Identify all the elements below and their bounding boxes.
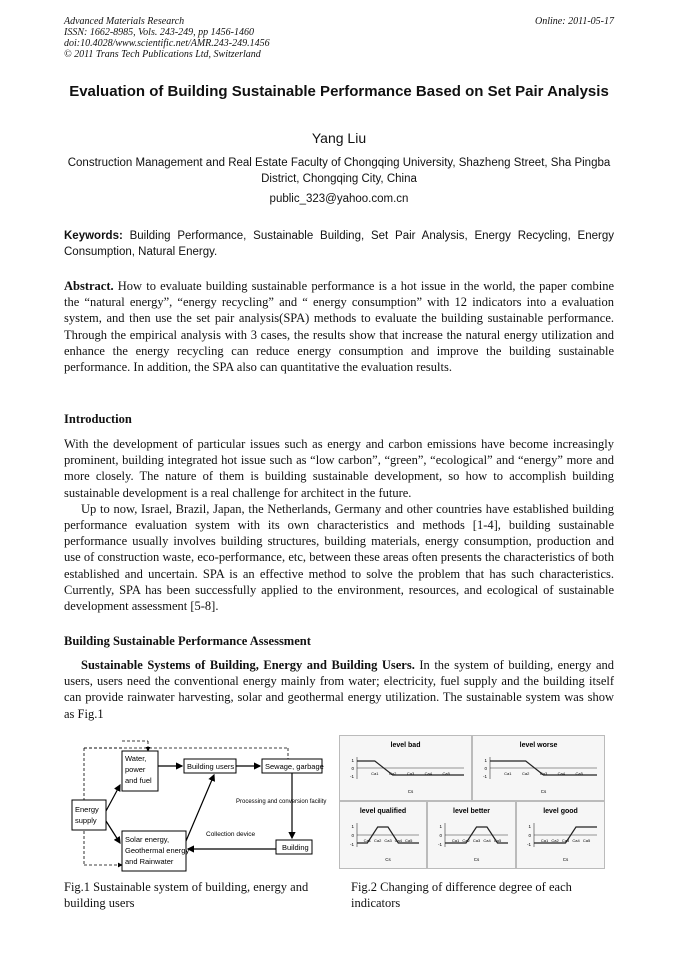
fig2-x-tick: Ca2 — [521, 771, 530, 776]
subheading: Sustainable Systems of Building, Energy and Building Users. — [81, 658, 415, 672]
fig2-x-label: Cs — [385, 857, 391, 862]
box-solar-line: Geothermal energy — [125, 846, 190, 855]
box-water-line: Water, — [125, 754, 147, 763]
author: Yang Liu — [311, 130, 367, 146]
fig2-x-label: Cs — [407, 789, 414, 794]
fig1-diagram — [64, 733, 334, 875]
fig2-x-tick: Ca3 — [406, 771, 415, 776]
fig2-x-tick: Ca2 — [551, 838, 559, 843]
fig2-y-tick: 0 — [351, 833, 354, 838]
fig2-panel-title: level qualified — [359, 808, 407, 815]
fig2-x-tick: Ca3 — [539, 771, 548, 776]
fig2-x-tick: Ca2 — [373, 838, 382, 843]
box-solar-line: and Rainwater — [125, 857, 174, 866]
introduction-body — [64, 436, 614, 614]
keywords-text: Building Performance, Sustainable Building, Set Pair Analysis, Energy Recycling, Energy Consumption, Natural Energy. — [64, 230, 614, 258]
box-water-line: power — [125, 765, 146, 774]
fig2-panel-title: level better — [453, 808, 490, 815]
fig2-x-tick: Ca2 — [388, 771, 397, 776]
fig2-x-tick: Ca5 — [404, 838, 413, 843]
fig2-x-tick: Ca3 — [384, 838, 392, 843]
fig2-caption: Fig.2 Changing of difference degree of each indicators — [351, 880, 572, 910]
fig2-y-tick: 0 — [351, 766, 354, 771]
fig2-y-tick: 1 — [351, 758, 354, 763]
fig2-y-tick: 0 — [484, 766, 487, 771]
fig2-x-tick: Ca1 — [363, 838, 372, 843]
affiliation: Construction Management and Real Estate Faculty of Chongqing University, Shazheng Street, Sha Pingba District, Chongqing City, China — [67, 157, 611, 185]
abstract-text: How to evaluate building sustainable performance is a hot issue in the world, the paper combine the “natural energy”, “energy recycling” and “ energy consumption” with 12 indicators into a evaluation system, and then use the set pair analysis(SPA) methods to evaluate the building sustainable performance. Through the empirical analysis with 3 cases, the results show that increase the natural energy utilization and enhance the energy recycling can reduce energy consumption and improve the building sustainable performance. In addition, the SPA also can quantitative the evaluation results. — [64, 279, 614, 375]
fig2-x-tick: Ca3 — [472, 838, 481, 843]
keywords-label: Keywords: — [64, 230, 123, 242]
fig2-x-tick: Ca4 — [394, 838, 403, 843]
fig2-x-tick: Ca1 — [504, 771, 512, 776]
issn: ISSN: 1662-8985, Vols. 243-249, pp 1456-1460 — [64, 27, 254, 38]
fig2-y-tick: -1 — [526, 842, 531, 847]
fig2-y-tick: -1 — [349, 774, 354, 779]
box-energy-line: supply — [75, 816, 97, 825]
box-solar — [122, 831, 189, 871]
fig2-y-tick: -1 — [482, 774, 487, 779]
fig2-x-tick: Ca3 — [561, 838, 570, 843]
fig2-y-tick: 1 — [439, 824, 442, 829]
fig1-caption: Fig.1 Sustainable system of building, energy and building users — [64, 880, 309, 910]
box-water-line: and fuel — [125, 776, 152, 785]
fig2-x-tick: Ca4 — [483, 838, 491, 843]
intro-paragraph: Up to now, Israel, Brazil, Japan, the Netherlands, Germany and other countries have established building performance evaluation system with its own characteristics and methods [1-4], building sustainable performance usually involves building structures, building materials, energy consumption, production and use of construction waste, eco-performance, etc, between these areas often presents the characteristics of both established and uncertain. SPA is an effective method to solve the problem that has such characteristics. Currently, SPA has been successfully applied to the environment, resources, and ecological of sustainable development assessment [5-8]. — [64, 501, 614, 614]
email[interactable]: public_323@yahoo.com.cn — [269, 193, 409, 205]
fig2-x-label: Cs — [473, 857, 480, 862]
processing-label: Processing and conversion facility — [236, 799, 327, 805]
fig2-y-tick: -1 — [437, 842, 442, 847]
abstract — [64, 278, 614, 375]
box-solar-line: Solar energy, — [125, 835, 170, 844]
assessment-body — [64, 657, 614, 722]
abstract-label: Abstract. — [64, 279, 114, 293]
section-heading-introduction: Introduction — [64, 412, 132, 426]
box-energy — [72, 800, 106, 830]
fig2-x-tick: Ca5 — [575, 771, 583, 776]
collection-label: Collection device — [206, 831, 256, 838]
intro-paragraph: With the development of particular issues such as energy and carbon emissions have become increasingly prominent, building integrated hot issue such as “low carbon”, “green”, “ecological” and “energy” more and more closely. The nature of them is building sustainable development, so how to accomplish building sustainable development is a real challenge for architect in the future. — [64, 437, 614, 500]
fig2-chart — [339, 735, 605, 869]
fig2-x-label: Cs — [540, 789, 547, 794]
box-sewage — [262, 759, 324, 773]
fig2-x-label: Cs — [562, 857, 569, 862]
fig2-panel-title: level good — [543, 808, 578, 815]
fig2-panel-title: level bad — [390, 742, 421, 749]
fig2-x-tick: Ca4 — [572, 838, 580, 843]
copyright: © 2011 Trans Tech Publications Ltd, Switzerland — [64, 49, 261, 60]
box-users-label: Building users — [187, 762, 235, 771]
fig2-y-tick: 1 — [528, 824, 531, 829]
journal-name: Advanced Materials Research — [64, 16, 185, 27]
fig2-y-tick: -1 — [349, 842, 354, 847]
box-water — [122, 751, 158, 791]
fig2-x-tick: Ca5 — [582, 838, 591, 843]
paper-title: Evaluation of Building Sustainable Performance Based on Set Pair Analysis — [69, 83, 609, 100]
fig2-x-tick: Ca1 — [451, 838, 460, 843]
box-building — [276, 840, 312, 854]
doi: doi:10.4028/www.scientific.net/AMR.243-249.1456 — [64, 38, 270, 49]
fig2-y-tick: 0 — [439, 833, 442, 838]
box-energy-line: Energy — [75, 805, 99, 814]
online-date: Online: 2011-05-17 — [535, 16, 614, 27]
fig2-x-tick: Ca1 — [371, 771, 379, 776]
fig2-x-tick: Ca1 — [540, 838, 549, 843]
fig2-y-tick: 0 — [528, 833, 531, 838]
fig2-panel-title: level worse — [519, 742, 558, 749]
box-building-label: Building — [282, 843, 309, 852]
fig2-x-tick: Ca5 — [442, 771, 450, 776]
fig2-x-tick: Ca2 — [462, 838, 470, 843]
assessment-paragraph: In the system of building, energy and users, users need the conventional energy mainly from water; electricity, fuel supply and the building itself can provide rainwater harvesting, solar and geothermal energy utilization. The sustainable system was show as Fig.1 — [64, 658, 614, 721]
fig2-y-tick: 1 — [351, 824, 354, 829]
box-users — [184, 759, 236, 773]
keywords — [64, 228, 614, 260]
section-heading-assessment: Building Sustainable Performance Assessment — [64, 634, 311, 648]
running-header — [64, 16, 270, 60]
fig2-x-tick: Ca4 — [424, 771, 433, 776]
fig2-x-tick: Ca4 — [557, 771, 566, 776]
box-sewage-label: Sewage, garbage — [265, 762, 324, 771]
fig2-x-tick: Ca5 — [493, 838, 502, 843]
fig2-y-tick: 1 — [484, 758, 487, 763]
